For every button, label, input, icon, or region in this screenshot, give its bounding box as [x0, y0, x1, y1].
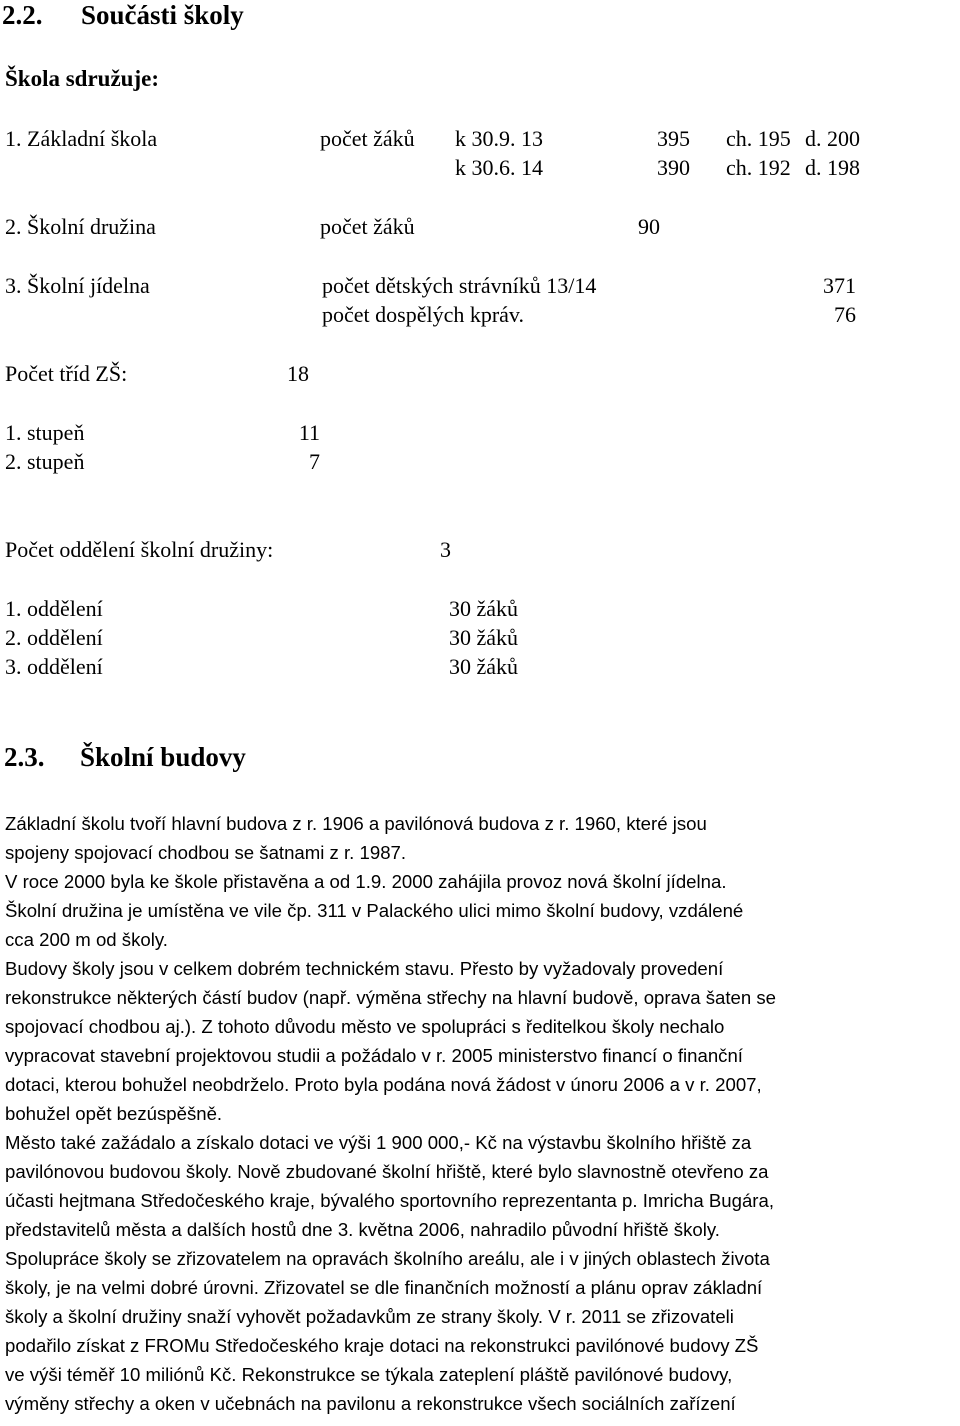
section-title: Školní budovy — [80, 742, 246, 772]
level-value: 7 — [309, 449, 320, 474]
classes-value: 18 — [287, 361, 309, 386]
body-line: školy, je na velmi dobré úrovni. Zřizovatel se dle finančních možností a plánu oprav základní — [5, 1277, 763, 1298]
row-girls: d. 198 — [805, 155, 860, 180]
body-line: cca 200 m od školy. — [5, 929, 168, 950]
body-line: výměny střechy a oken v učebnách na pavilonu a rekonstrukce všech sociálních zařízení — [5, 1393, 736, 1414]
row-date: k 30.9. 13 — [455, 126, 543, 151]
body-line: Město také zažádalo a získalo dotaci ve výši 1 900 000,- Kč na výstavbu školního hřiště za — [5, 1132, 752, 1153]
row-total: 390 — [657, 155, 690, 180]
body-line: spojovací chodbou aj.). Z tohoto důvodu město ve spolupráci s ředitelkou školy nechalo — [5, 1016, 725, 1037]
component-label: 1. Základní škola — [5, 126, 158, 151]
body-line: Školní družina je umístěna ve vile čp. 311 v Palackého ulici mimo školní budovy, vzdálené — [5, 900, 744, 921]
group-label: 3. oddělení — [5, 654, 103, 679]
section-number: 2.2. — [2, 0, 43, 30]
body-line: vypracovat stavební projektovou studii a požádalo v r. 2005 ministerstvo financí o finanční — [5, 1045, 743, 1066]
group-value: 30 žáků — [449, 596, 519, 621]
body-line: spojeny spojovací chodbou se šatnami z r. 1987. — [5, 842, 407, 863]
classes-label: Počet tříd ZŠ: — [5, 361, 128, 386]
level-label: 2. stupeň — [5, 449, 85, 474]
section-number: 2.3. — [4, 742, 45, 772]
body-line: Budovy školy jsou v celkem dobrém technickém stavu. Přesto by vyžadovaly provedení — [5, 958, 724, 979]
groups-label: Počet oddělení školní družiny: — [5, 537, 274, 562]
group-value: 30 žáků — [449, 654, 519, 679]
component-value: 76 — [834, 302, 856, 327]
body-line: Spolupráce školy se zřizovatelem na opravách školního areálu, ale i v jiných oblastech života — [5, 1248, 770, 1269]
row-boys: ch. 195 — [726, 126, 791, 151]
body-line: dotaci, kterou bohužel neobdrželo. Proto byla podána nová žádost v únoru 2006 a v r. 2007, — [5, 1074, 762, 1095]
subtitle: Škola sdružuje: — [5, 66, 159, 91]
component-label: 2. Školní družina — [5, 214, 156, 239]
row-total: 395 — [657, 126, 690, 151]
row-boys: ch. 192 — [726, 155, 791, 180]
body-line: Základní školu tvoří hlavní budova z r. 1906 a pavilónová budova z r. 1960, které jsou — [5, 813, 707, 834]
component-metric: počet dospělých kpráv. — [322, 302, 525, 327]
body-line: pavilónovou budovou školy. Nově zbudované školní hřiště, které bylo slavnostně otevřeno za — [5, 1161, 769, 1182]
level-label: 1. stupeň — [5, 420, 85, 445]
component-metric: počet žáků — [320, 214, 415, 239]
component-value: 371 — [823, 273, 856, 298]
component-value: 90 — [638, 214, 660, 239]
group-label: 1. oddělení — [5, 596, 103, 621]
groups-value: 3 — [440, 537, 451, 562]
body-line: představitelů města a dalších hostů dne 3. května 2006, nahradilo původní hřiště školy. — [5, 1219, 720, 1240]
section-title: Součásti školy — [81, 0, 244, 30]
body-line: ve výši téměř 10 miliónů Kč. Rekonstrukce se týkala zateplení pláště pavilónové budovy, — [5, 1364, 733, 1385]
group-value: 30 žáků — [449, 625, 519, 650]
body-line: bohužel opět bezúspěšně. — [5, 1103, 223, 1124]
group-label: 2. oddělení — [5, 625, 103, 650]
component-metric: počet žáků — [320, 126, 415, 151]
body-line: školy a školní družiny snaží vyhovět požadavkům ze strany školy. V r. 2011 se zřizovateli — [5, 1306, 734, 1327]
level-value: 11 — [298, 420, 320, 445]
component-label: 3. Školní jídelna — [5, 273, 150, 298]
row-girls: d. 200 — [805, 126, 860, 151]
body-line: podařilo získat z FROMu Středočeského kraje dotaci na rekonstrukci pavilónové budovy ZŠ — [5, 1335, 759, 1356]
row-date: k 30.6. 14 — [455, 155, 543, 180]
body-line: V roce 2000 byla ke škole přistavěna a od 1.9. 2000 zahájila provoz nová školní jídelna. — [5, 871, 727, 892]
component-metric: počet dětských strávníků 13/14 — [322, 273, 597, 298]
body-line: rekonstrukce některých částí budov (např. výměna střechy na hlavní budově, oprava šaten se — [5, 987, 777, 1008]
body-line: účasti hejtmana Středočeského kraje, bývalého sportovního reprezentanta p. Imricha Bugára, — [5, 1190, 774, 1211]
